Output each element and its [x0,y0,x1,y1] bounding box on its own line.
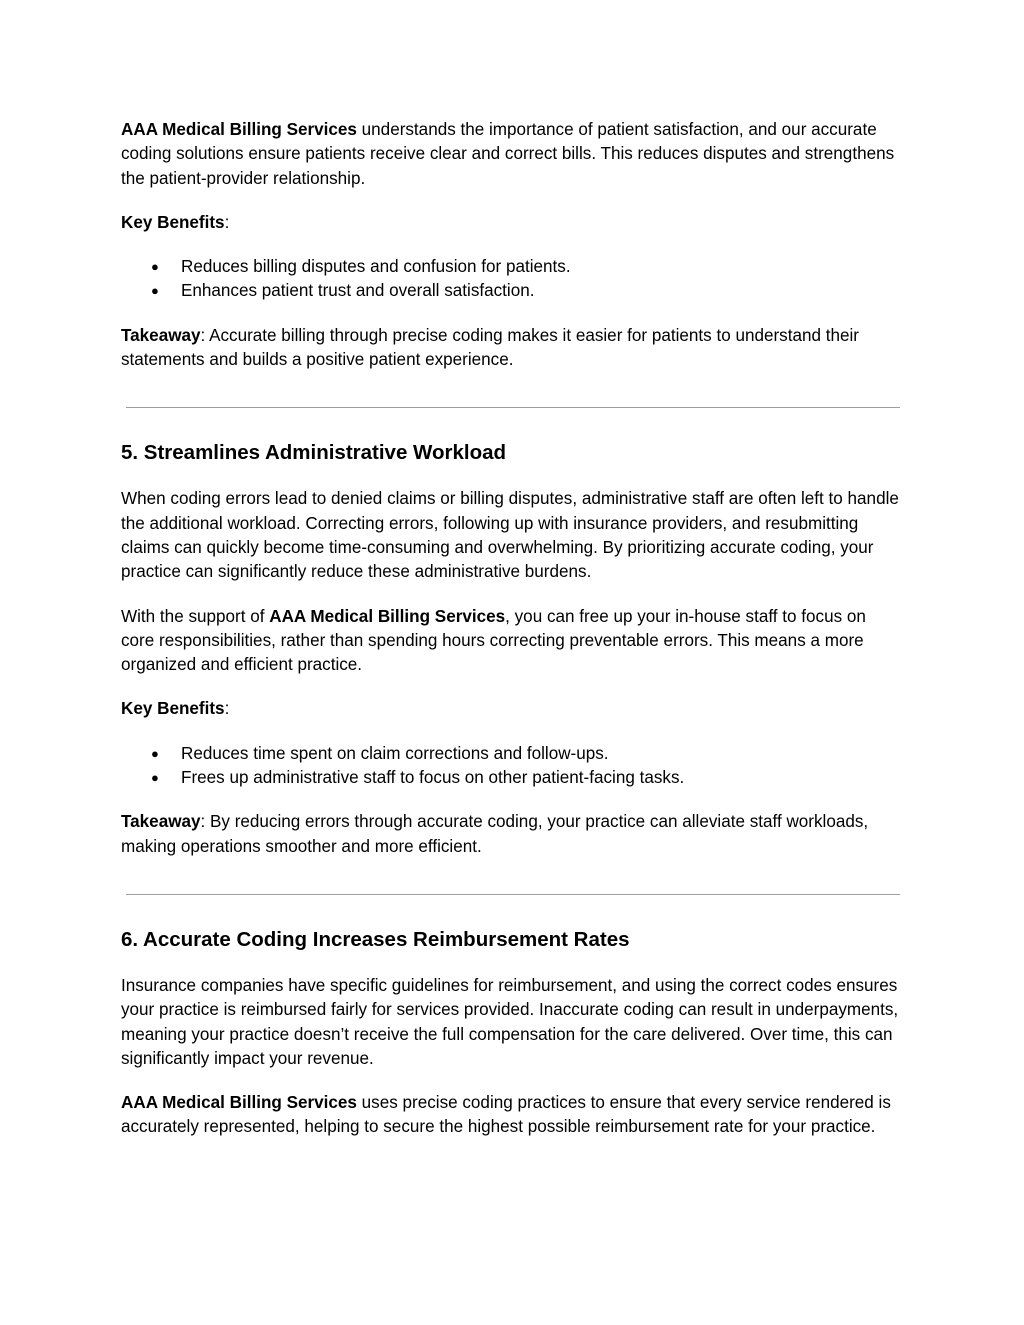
bullet-icon: ● [151,283,159,299]
list-item [121,742,901,766]
document-page [121,118,901,1140]
company-name: AAA Medical Billing Services [269,606,506,626]
bullet-icon: ● [151,259,159,275]
takeaway-paragraph [121,324,901,373]
body-paragraph: When coding errors lead to denied claims or billing disputes, administrative staff are often left to handle the additional workload. Correcting errors, following up with insurance providers, and resubmitting claims can quickly become time-consuming and overwhelming. By prioritizing accurate coding, your practice can significantly reduce these administrative burdens. [121,489,899,582]
body-paragraph [121,605,901,678]
key-benefits-label [121,211,901,235]
takeaway-text: : Accurate billing through precise coding makes it easier for patients to understand their statements and builds a positive patient experience. [121,325,859,370]
takeaway-paragraph [121,810,901,859]
body-paragraph [121,1091,901,1140]
body-paragraph: Insurance companies have specific guidelines for reimbursement, and using the correct codes ensures your practice is reimbursed fairly for services provided. Inaccurate coding can result in underpayments, meaning your practice doesn’t receive the full compensation for the care delivered. Over time, this can significantly impact your revenue. [121,975,899,1068]
key-benefits-heading: Key Benefits [121,212,225,232]
key-benefits-heading: Key Benefits [121,699,225,719]
list-item-text: Reduces billing disputes and confusion for patients. [181,257,571,277]
list-item [121,279,901,303]
list-item-text: Enhances patient trust and overall satisfaction. [181,281,535,301]
bullet-icon: ● [151,745,159,761]
takeaway-label: Takeaway [121,812,201,832]
paragraph-text: With the support of [121,606,270,626]
takeaway-label: Takeaway [121,325,201,345]
key-benefits-colon: : [224,212,230,232]
takeaway-text: : By reducing errors through accurate coding, your practice can alleviate staff workloads, making operations smoother and more efficient. [121,812,869,856]
intro-paragraph [121,118,901,191]
section-heading: 5. Streamlines Administrative Workload [121,441,507,465]
benefits-list [121,255,901,304]
intro-paragraph-text: understands the importance of patient satisfaction, and our accurate coding solutions ensure patients receive clear and correct bills. This reduces disputes and strengthens the patient-provider relationship. [121,120,895,188]
paragraph-text: , you can free up your in-house staff to focus on core responsibilities, rather than spending hours correcting preventable errors. This means a more organized and efficient practice. [121,606,866,675]
company-name: AAA Medical Billing Services [121,1093,357,1113]
key-benefits-colon: : [224,699,230,719]
list-item [121,255,901,279]
list-item [121,766,901,790]
list-item-text: Frees up administrative staff to focus on other patient-facing tasks. [181,768,685,788]
bullet-icon: ● [151,770,159,786]
list-item-text: Reduces time spent on claim corrections and follow-ups. [181,743,609,763]
benefits-list [121,742,901,791]
key-benefits-label [121,697,901,721]
section-heading: 6. Accurate Coding Increases Reimbursement Rates [121,927,630,951]
company-name: AAA Medical Billing Services [121,120,357,139]
paragraph-text: uses precise coding practices to ensure that every service rendered is accurately represented, helping to secure the highest possible reimbursement rate for your practice. [121,1093,891,1137]
